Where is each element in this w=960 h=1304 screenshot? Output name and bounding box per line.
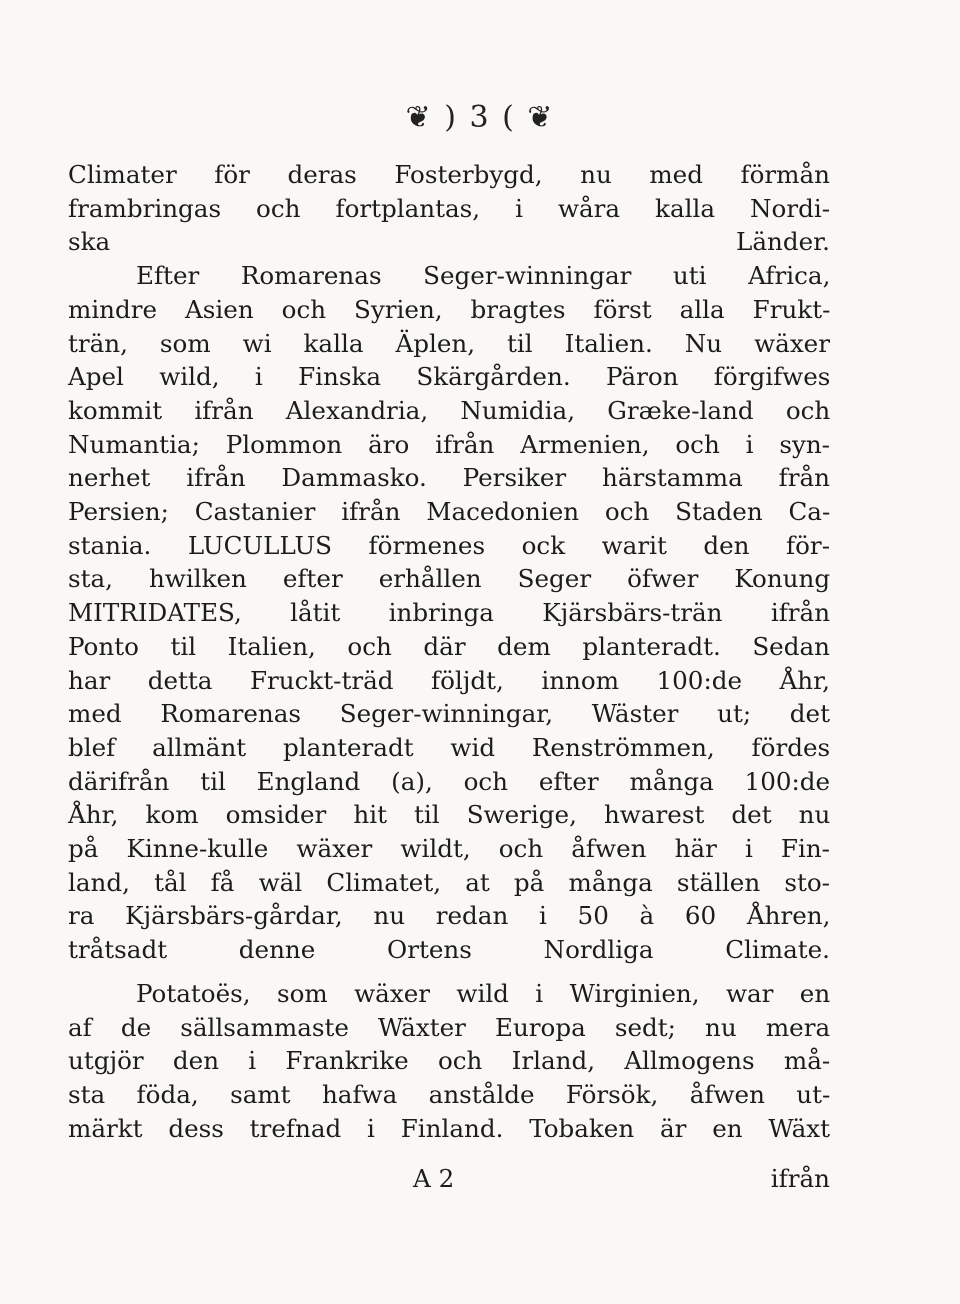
text-line: af de sällsammaste Wäxter Europa sedt; nu mera [68, 1012, 831, 1042]
text-line: har detta Fruckt-träd följdt, innom 100:de Åhr, [68, 665, 830, 695]
text-line: nerhet ifrån Dammasko. Persiker härstamma från [68, 463, 830, 493]
text-line: Ponto til Italien, och där dem planteradt. Sedan [68, 631, 830, 661]
text-line: mindre Asien och Syrien, bragtes först alla Frukt- [68, 294, 831, 324]
text-line: sta, hwilken efter erhållen Seger öfwer Konung [68, 564, 831, 594]
catchword: ifrån [770, 1164, 830, 1193]
page-header: ❦ ) 3 ( ❦ [405, 100, 555, 135]
text-line: MITRIDATES, låtit inbringa Kjärsbärs-trän ifrån [68, 598, 831, 628]
text-line: land, tål få wäl Climatet, at på många ställen sto- [68, 867, 830, 897]
text-line: frambringas och fortplantas, i wåra kalla Nordi- [68, 193, 831, 223]
text-line: Apel wild, i Finska Skärgården. Päron förgifwes [68, 362, 831, 392]
text-line: ra Kjärsbärs-gårdar, nu redan i 50 à 60 Åhren, [68, 901, 831, 931]
text-line: Climater för deras Fosterbygd, nu med förmån [68, 160, 830, 189]
text-line: tråtsadt denne Ortens Nordliga Climate. [68, 935, 830, 965]
signature-mark: A 2 [413, 1164, 455, 1193]
text-line: stania. LUCULLUS förmenes ock warit den för- [68, 530, 830, 560]
text-line: med Romarenas Seger-winningar, Wäster ut; det [68, 699, 830, 729]
text-line: blef allmänt planteradt wid Renströmmen, fördes [68, 732, 831, 762]
text-line: på Kinne-kulle wäxer wildt, och åfwen här i Fin- [68, 834, 830, 864]
text-line: Persien; Castanier ifrån Macedonien och Staden Ca- [68, 497, 831, 527]
paragraph-1 [68, 158, 830, 259]
text-line: utgjör den i Frankrike och Irland, Allmogens må- [68, 1046, 831, 1076]
body-text [68, 158, 830, 1145]
text-line: Potatoës, som wäxer wild i Wirginien, war en [136, 978, 831, 1008]
text-line: sta föda, samt hafwa anstålde Försök, åfwen ut- [68, 1079, 831, 1109]
text-line: Numantia; Plommon äro ifrån Armenien, och i syn- [68, 429, 830, 459]
text-line: märkt dess trefnad i Finland. Tobaken är en Wäxt [68, 1113, 830, 1143]
text-line: Efter Romarenas Seger-winningar uti Africa, [136, 261, 831, 291]
text-line: därifrån til England (a), och efter många 100:de [68, 766, 831, 796]
paragraph-2 [68, 259, 830, 967]
text-line: Åhr, kom omsider hit til Swerige, hwarest det nu [68, 800, 831, 830]
text-line: kommit ifrån Alexandria, Numidia, Græke-land och [68, 395, 831, 425]
text-line: trän, som wi kalla Äplen, til Italien. Nu wäxer [68, 328, 830, 358]
text-line: ska Länder. [68, 227, 830, 257]
paragraph-3 [68, 977, 830, 1146]
